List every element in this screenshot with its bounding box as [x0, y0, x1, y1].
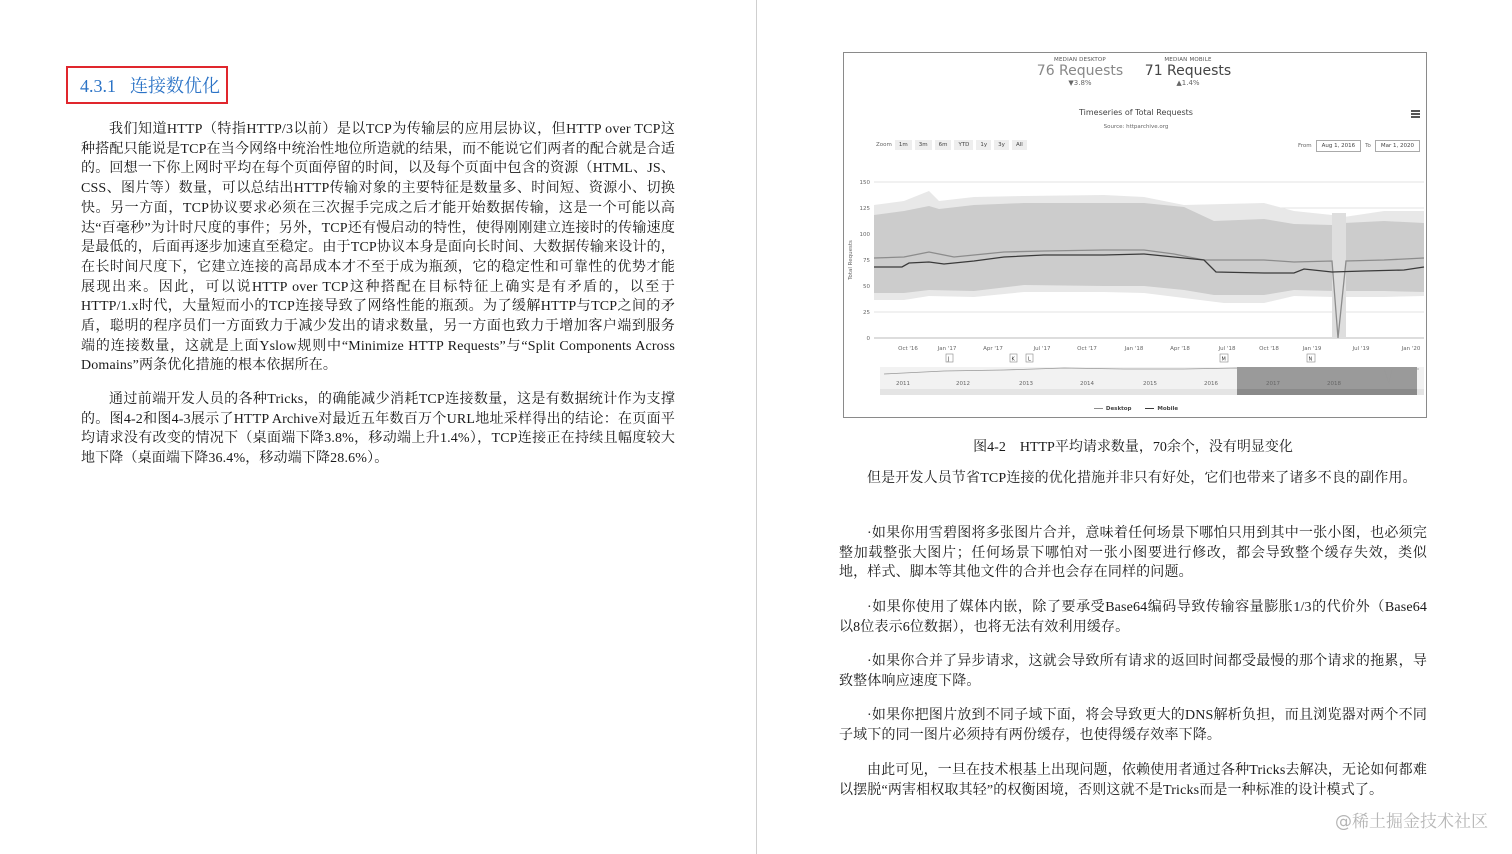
- bullet-paragraph: ·如果你使用了媒体内嵌，除了要承受Base64编码导致传输容量膨胀1/3的代价外（Base64以8位表示6位数据），也将无法有效利用缓存。: [839, 600, 1427, 635]
- from-date-input[interactable]: Aug 1, 2016: [1316, 140, 1361, 152]
- date-range: [1298, 140, 1420, 152]
- svg-text:2016: 2016: [1204, 381, 1218, 387]
- stat-change: ▼3.8%: [1068, 79, 1092, 87]
- annotation-flags: [946, 354, 1315, 363]
- to-date-input[interactable]: Mar 1, 2020: [1375, 140, 1420, 152]
- to-label: To: [1365, 143, 1371, 149]
- svg-text:K: K: [1011, 356, 1015, 363]
- svg-text:50: 50: [863, 284, 870, 290]
- svg-text:N: N: [1308, 356, 1313, 363]
- body-paragraph: 由此可见，一旦在技术根基上出现问题，依赖使用者通过各种Tricks去解决，无论如何都难以摆脱“两害相权取其轻”的权衡困境，否则这就不是Tricks而是一种标准的设计模式了。: [839, 763, 1427, 798]
- y-axis-ticks: [860, 180, 871, 342]
- svg-text:Jan '20: Jan '20: [1401, 346, 1421, 352]
- body-paragraph: 我们知道HTTP（特指HTTP/3以前）是以TCP为传输层的应用层协议，但HTTP over TCP这种搭配只能说是TCP在当今网络中统治性地位所造就的结果，而不能说它们两者的配合就是合适的。回想一下你上网时平均在每个页面停留的时间，以及每个页面中包含的资源（HTML、JS、CSS、图片等）数量，可以总结出HTTP传输对象的主要特征是数量多、时间短、资源小、切换快。另一方面，TCP协议要求必须在三次握手完成之后才能开始数据传输，这是一个可能以高达“百毫秒”为计时尺度的事件；另外，TCP还有慢启动的特性，使得刚刚建立连接时的传输速度是最低的，后面再逐步加速直至稳定。由于TCP协议本身是面向长时间、大数据传输来设计的，在长时间尺度下，它建立连接的高昂成本才不至于成为瓶颈，它的稳定性和可靠性的优势才能展现出来。因此，可以说HTTP over TCP这种搭配在目标特征上确实是有矛盾的，以至于HTTP/1.x时代，大量短而小的TCP连接导致了网络性能的瓶颈。为了缓解HTTP与TCP之间的矛盾，聪明的程序员们一方面致力于减少发出的请求数量，另一方面也致力于增加客户端到服务端的连接数量，这就是上面Yslow规则中“Minimize HTTP Requests”与“Split Components Across Domains”两条优化措施的根本依据所在。: [81, 122, 675, 374]
- median-mobile-stat: [1140, 57, 1236, 87]
- bullet-paragraph: ·如果你合并了异步请求，这就会导致所有请求的返回时间都受最慢的那个请求的拖累，导致整体响应速度下降。: [839, 654, 1427, 689]
- page-divider: [756, 0, 757, 854]
- zoom-1m-button[interactable]: 1m: [895, 140, 912, 150]
- watermark: @稀土掘金技术社区: [1335, 812, 1488, 832]
- svg-text:125: 125: [859, 206, 870, 212]
- svg-text:Apr '17: Apr '17: [983, 346, 1003, 352]
- zoom-6m-button[interactable]: 6m: [935, 140, 952, 150]
- body-paragraph: 通过前端开发人员的各种Tricks，的确能减少消耗TCP连接数量，这是有数据统计作为支撑的。图4-2和图4-3展示了HTTP Archive对最近五年数百万个URL地址采样得出的结论：在页面平均请求没有改变的情况下（桌面端下降3.8%，移动端上升1.4%），TCP连接正在持续且幅度较大地下降（桌面端下降36.4%，移动端下降28.6%）。: [81, 392, 675, 467]
- svg-text:75: 75: [863, 258, 870, 264]
- svg-text:100: 100: [859, 232, 870, 238]
- svg-text:Jul '19: Jul '19: [1352, 346, 1370, 352]
- x-axis-ticks: [898, 346, 1421, 352]
- y-axis-label: Total Requests: [848, 240, 854, 280]
- legend-label: Mobile: [1157, 406, 1179, 412]
- legend-swatch: [1094, 408, 1103, 410]
- figure-caption-text: HTTP平均请求数量，70余个，没有明显变化: [1019, 440, 1293, 455]
- figure-number: 图4-2: [973, 440, 1006, 455]
- bullet-paragraph: ·如果你用雪碧图将多张图片合并，意味着任何场景下哪怕只用到其中一张小图，也必须完整加载整张大图片；任何场景下哪怕对一张小图要进行修改，都会导致整个缓存失效，类似地，样式、脚本等其他文件的合并也会存在同样的问题。: [839, 526, 1427, 581]
- svg-text:2013: 2013: [1019, 381, 1033, 387]
- svg-text:J: J: [948, 356, 950, 363]
- chart-title: Timeseries of Total Requests: [1079, 108, 1193, 117]
- svg-text:Oct '18: Oct '18: [1259, 346, 1279, 352]
- chart-source: Source: httparchive.org: [1103, 124, 1169, 130]
- section-title: 连接数优化: [130, 76, 220, 96]
- svg-text:Oct '16: Oct '16: [898, 346, 918, 352]
- svg-text:2012: 2012: [956, 381, 970, 387]
- svg-text:L: L: [1028, 356, 1031, 363]
- zoom-all-button[interactable]: All: [1012, 140, 1027, 150]
- section-number: 4.3.1: [80, 76, 116, 96]
- zoom-ytd-button[interactable]: YTD: [954, 140, 973, 150]
- svg-text:Jan '17: Jan '17: [937, 346, 957, 352]
- stat-value: 76 Requests: [1036, 63, 1124, 79]
- legend-swatch: [1145, 408, 1154, 410]
- svg-text:Jan '18: Jan '18: [1124, 346, 1144, 352]
- hamburger-menu-icon[interactable]: [1411, 110, 1420, 118]
- median-desktop-stat: [1032, 57, 1128, 87]
- svg-text:2011: 2011: [896, 381, 910, 387]
- stat-change: ▲1.4%: [1176, 79, 1200, 87]
- svg-text:Jul '18: Jul '18: [1218, 346, 1236, 352]
- svg-text:Oct '17: Oct '17: [1077, 346, 1097, 352]
- zoom-3y-button[interactable]: 3y: [994, 140, 1009, 150]
- svg-text:2018: 2018: [1327, 381, 1341, 387]
- svg-text:150: 150: [859, 180, 870, 186]
- svg-text:Apr '18: Apr '18: [1170, 346, 1190, 352]
- svg-text:0: 0: [866, 336, 870, 342]
- figure-caption: [839, 436, 1427, 456]
- zoom-label: Zoom: [876, 142, 892, 148]
- svg-text:Jul '17: Jul '17: [1033, 346, 1051, 352]
- legend-desktop[interactable]: [1094, 406, 1132, 412]
- zoom-1y-button[interactable]: 1y: [976, 140, 991, 150]
- svg-text:2015: 2015: [1143, 381, 1157, 387]
- figure-chart: [843, 52, 1427, 418]
- zoom-controls: [876, 140, 1027, 150]
- stat-label: MEDIAN DESKTOP: [1054, 57, 1106, 63]
- svg-text:25: 25: [863, 310, 870, 316]
- section-heading: [66, 66, 228, 104]
- svg-text:2017: 2017: [1266, 381, 1280, 387]
- zoom-3m-button[interactable]: 3m: [915, 140, 932, 150]
- bullet-paragraph: ·如果你把图片放到不同子域下面，将会导致更大的DNS解析负担，而且浏览器对两个不同子域下的同一图片必须持有两份缓存，也使得缓存效率下降。: [839, 708, 1427, 743]
- legend-mobile[interactable]: [1145, 406, 1178, 412]
- chart-legend: [844, 406, 1428, 412]
- svg-text:Jan '19: Jan '19: [1302, 346, 1322, 352]
- svg-text:2014: 2014: [1080, 381, 1094, 387]
- from-label: From: [1297, 143, 1312, 149]
- stat-value: 71 Requests: [1144, 63, 1232, 79]
- svg-text:M: M: [1221, 356, 1226, 363]
- body-paragraph: 但是开发人员节省TCP连接的优化措施并非只有好处，它们也带来了诸多不良的副作用。: [867, 471, 1417, 486]
- stat-label: MEDIAN MOBILE: [1164, 57, 1212, 63]
- timeseries-plot: [844, 153, 1428, 401]
- legend-label: Desktop: [1105, 406, 1132, 412]
